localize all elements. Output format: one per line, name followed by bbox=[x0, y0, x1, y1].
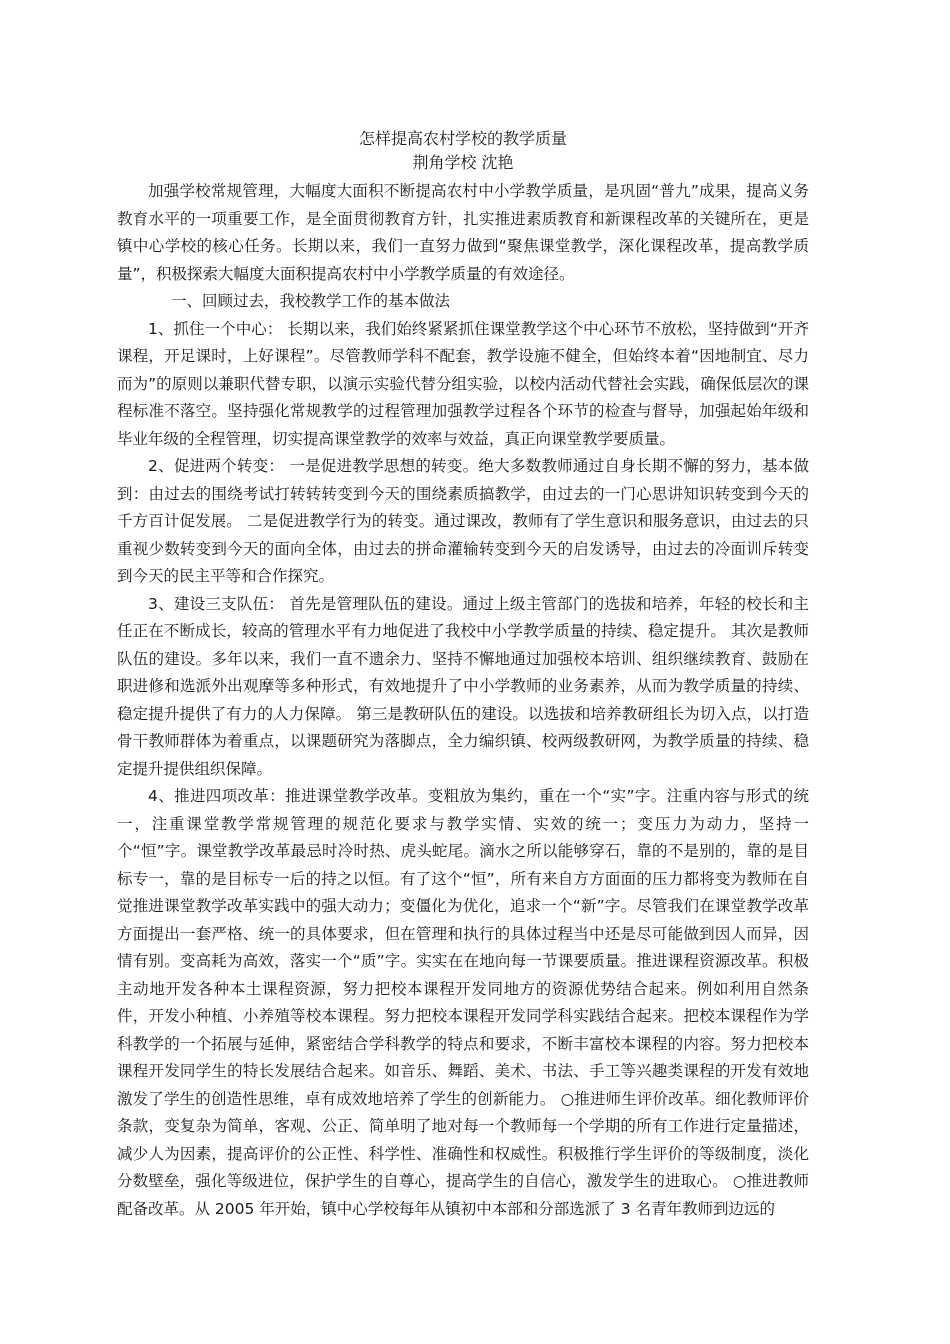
intro-paragraph: 加强学校常规管理，大幅度大面积不断提高农村中小学教学质量，是巩固“普九”成果，提高义务教育水平的一项重要工作，是全面贯彻教育方针，扎实推进素质教育和新课程改革的关键所在，更是镇中心学校的核心任务。长期以来，我们一直努力做到“聚焦课堂教学，深化课程改革，提高教学质量”，积极探索大幅度大面积提高农村中小学教学质量的有效途径。 bbox=[117, 182, 809, 283]
section-heading: 一、回顾过去，我校教学工作的基本做法 bbox=[171, 292, 451, 310]
document-title: 怎样提高农村学校的教学质量 bbox=[358, 129, 567, 148]
paragraph-2: 2、促进两个转变： 一是促进教学思想的转变。绝大多数教师通过自身长期不懈的努力，基本做到：由过去的围绕考试打转转转变到今天的围绕素质搞教学，由过去的一门心思讲知识转变到今天的千方百计促发展。 二是促进教学行为的转变。通过课改，教师有了学生意识和服务意识，由过去的只重视少数转变到今天的面向全体，由过去的拼命灌输转变到今天的启发诱导，由过去的冷面训斥转变到今天的民主平等和合作探究。 bbox=[117, 457, 809, 585]
paragraph-1: 1、抓住一个中心： 长期以来，我们始终紧紧抓住课堂教学这个中心环节不放松，坚持做到“开齐课程，开足课时，上好课程”。尽管教师学科不配套，教学设施不健全，但始终本着“因地制宜、尽力而为”的原则以兼职代替专职，以演示实验代替分组实验，以校内活动代替社会实践，确保低层次的课程标准不落空。坚持强化常规教学的过程管理加强教学过程各个环节的检查与督导，加强起始年级和毕业年级的全程管理，切实提高课堂教学的效率与效益，真正向课堂教学要质量。 bbox=[117, 319, 809, 448]
paragraph-4: 4、推进四项改革：推进课堂教学改革。变粗放为集约，重在一个“实”字。注重内容与形式的统一，注重课堂教学常规管理的规范化要求与教学实情、实效的统一；变压力为动力，坚持一个“恒”字。课堂教学改革最忌时冷时热、虎头蛇尾。滴水之所以能够穿石，靠的不是别的，靠的是目标专一，靠的是目标专一后的持之以恒。有了这个“恒”，所有来自方方面面的压力都将变为教师在自觉推进课堂教学改革实践中的强大动力；变僵化为优化，追求一个“新”字。尽管我们在课堂教学改革方面提出一套严格、统一的具体要求，但在管理和执行的具体过程当中还是尽可能做到因人而异，因情有别。变高耗为高效，落实一个“质”字。实实在在地向每一节课要质量。推进课程资源改革。积极主动地开发各种本土课程资源，努力把校本课程开发同地方的资源优势结合起来。例如利用自然条件，开发小种植、小养殖等校本课程。努力把校本课程开发同学科实践结合起来。把校本课程作为学科教学的一个拓展与延伸，紧密结合学科教学的特点和要求，不断丰富校本课程的内容。努力把校本课程开发同学生的特长发展结合起来。如音乐、舞蹈、美术、书法、手工等兴趣类课程的开发有效地激发了学生的创造性思维，卓有成效地培养了学生的创新能力。 ○推进师生评价改革。细化教师评价条款，变复杂为简单，客观、公正、简单明了地对每一个教师每一个学期的所有工作进行定量描述，减少人为因素，提高评价的公正性、科学性、准确性和权威性。积极推行学生评价的等级制度，淡化分数壁垒，强化等级进位，保护学生的自尊心，提高学生的自信心，激发学生的进取心。 ○推进教师配备改革。从 2005 年开始，镇中心学校每年从镇初中本部和分部选派了 3 名青年教师到边远的 bbox=[117, 787, 809, 1218]
document-page bbox=[117, 128, 809, 1223]
document-author: 荆角学校 沈艳 bbox=[412, 153, 514, 172]
paragraph-3: 3、建设三支队伍： 首先是管理队伍的建设。通过上级主管部门的选拔和培养，年轻的校长和主任正在不断成长，较高的管理水平有力地促进了我校中小学教学质量的持续、稳定提升。 其次是教师队伍的建设。多年以来，我们一直不遗余力、坚持不懈地通过加强校本培训、组织继续教育、鼓励在职进修和选派外出观摩等多种形式，有效地提升了中小学教师的业务素养，从而为教学质量的持续、稳定提升提供了有力的人力保障。 第三是教研队伍的建设。以选拔和培养教研组长为切入点，以打造骨干教师群体为着重点，以课题研究为落脚点，全力编织镇、校两级教研网，为教学质量的持续、稳定提升提供组织保障。 bbox=[117, 594, 809, 778]
